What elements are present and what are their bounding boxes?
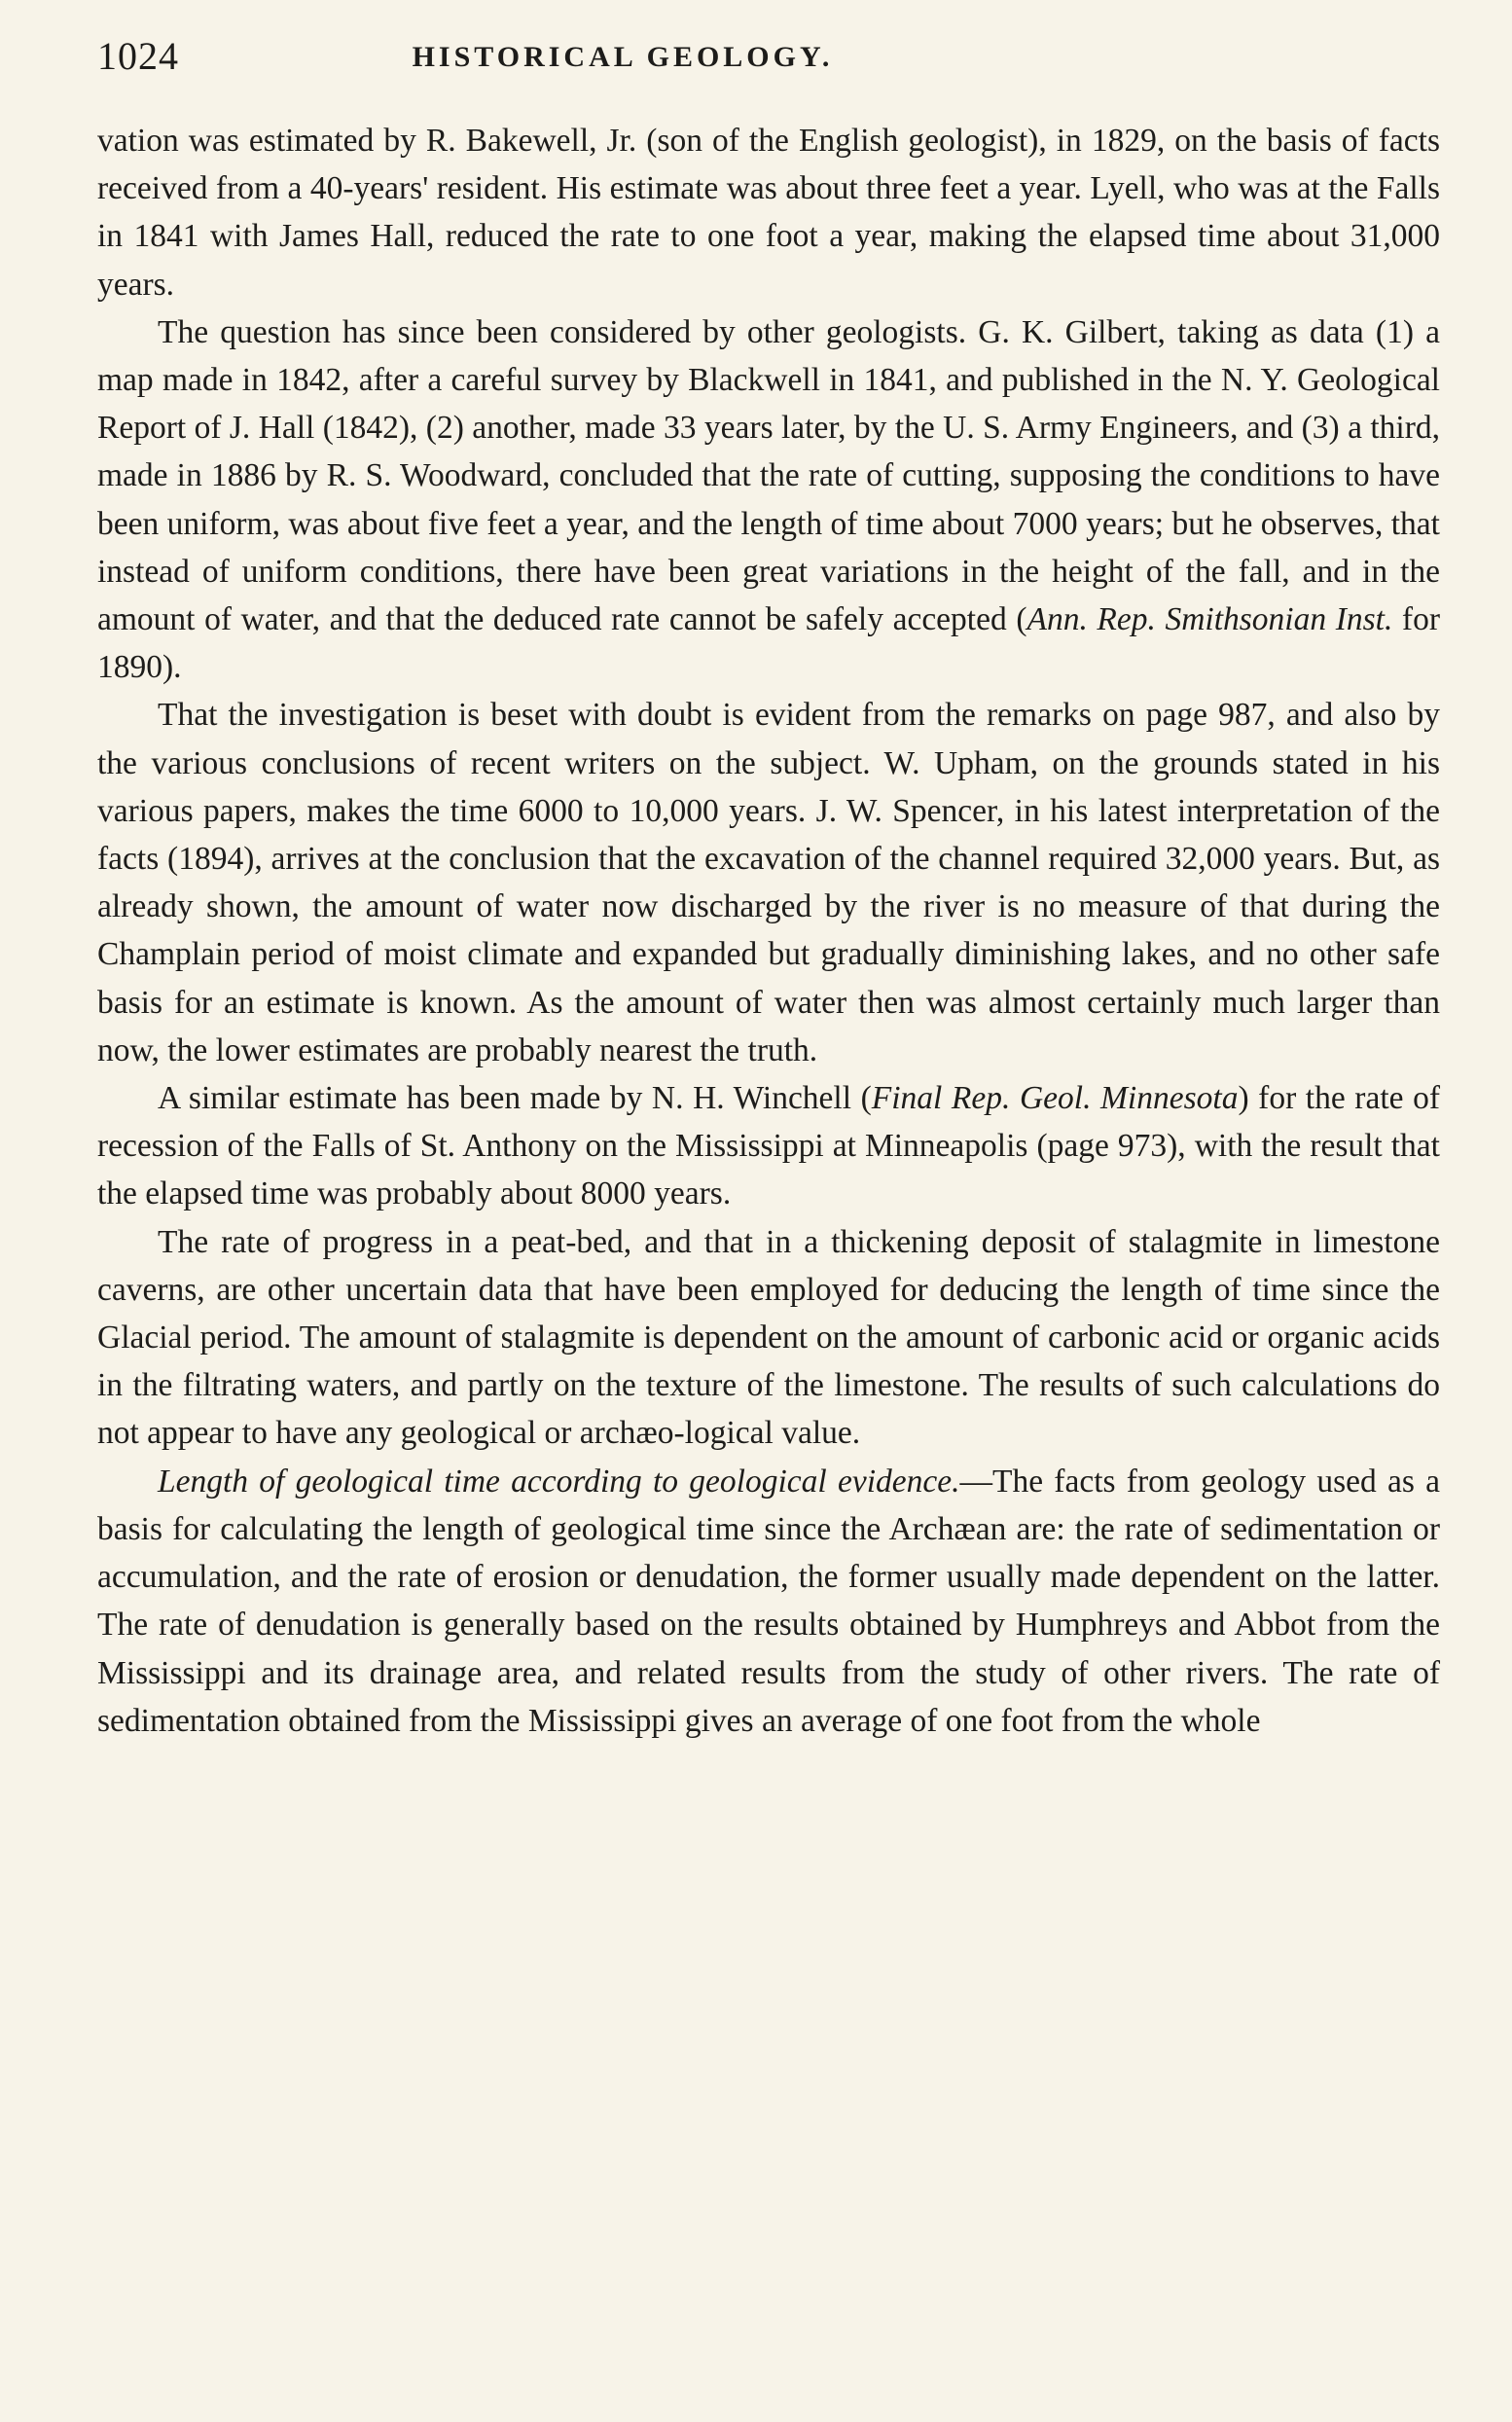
paragraph-winchell (97, 1074, 1440, 1218)
paragraph-gilbert (97, 308, 1440, 692)
body-text (97, 117, 1440, 1745)
page-header (97, 33, 1440, 82)
paragraph-text: vation was estimated by R. Bakewell, Jr. (son of the English geologist), in 1829, on the basis of facts received from a 40-years' resident. His estimate was about three feet a year. Lyell, who was at the Falls in 1841 with James Hall, reduced the rate to one foot a year, making the elapsed time about 31,000 years. (97, 123, 1440, 303)
citation-italic: Final Rep. Geol. Minnesota (871, 1080, 1239, 1117)
page-number: 1024 (97, 34, 179, 78)
paragraph-text: —The facts from geology used as a basis for calculating the length of geological time since the Archæan are: the rate of sedimentation or accumulation, and the rate of erosion or denudation, the former usually made dependent on the latter. The rate of denudation is generally based on the results obtained by Humphreys and Abbot from the Mississippi and its drainage area, and related results from the study of other rivers. The rate of sedimentation obtained from the Mississippi gives an average of one foot from the whole (97, 1463, 1440, 1739)
paragraph-investigation (97, 691, 1440, 1074)
paragraph-length-of-time (97, 1458, 1440, 1745)
paragraph-continuation (97, 117, 1440, 308)
section-heading-italic: Length of geological time according to geological evidence. (158, 1463, 960, 1500)
paragraph-text: The question has since been considered by other geologists. G. K. Gilbert, taking as data (1) a map made in 1842, after a careful survey by Blackwell in 1841, and published in the N. Y. Geological Report of J. Hall (1842), (2) another, made 33 years later, by the U. S. Army Engineers, and (3) a third, made in 1886 by R. S. Woodward, concluded that the rate of cutting, supposing the conditions to have been uniform, was about five feet a year, and the length of time about 7000 years; but he observes, that instead of uniform conditions, there have been great variations in the height of the fall, and in the amount of water, and that the deduced rate cannot be safely accepted ( (97, 313, 1440, 638)
paragraph-text: ) for the rate of recession of the Falls of St. Anthony on the Mississippi at Minneapolis (page 973), with the result that the elapsed time was probably about 8000 years. (97, 1080, 1440, 1212)
citation-italic: Ann. Rep. Smithsonian Inst. (1026, 601, 1393, 638)
paragraph-text: The rate of progress in a peat-bed, and that in a thickening deposit of stalagmite in limestone caverns, are other uncertain data that have been employed for deducing the length of time since the Glacial period. The amount of stalagmite is dependent on the amount of carbonic acid or organic acids in the filtrating waters, and partly on the texture of the limestone. The results of such calculations do not appear to have any geological or archæo-logical value. (97, 1223, 1440, 1452)
paragraph-text: A similar estimate has been made by N. H. Winchell ( (158, 1080, 872, 1117)
paragraph-text: That the investigation is beset with doubt is evident from the remarks on page 987, and also by the various conclusions of recent writers on the subject. W. Upham, on the grounds stated in his various papers, makes the time 6000 to 10,000 years. J. W. Spencer, in his latest interpretation of the facts (1894), arrives at the conclusion that the excavation of the channel required 32,000 years. But, as already shown, the amount of water now discharged by the river is no measure of that during the Champlain period of moist climate and expanded but gradually diminishing lakes, and no other safe basis for an estimate is known. As the amount of water then was almost certainly much larger than now, the lower estimates are probably nearest the truth. (97, 697, 1440, 1068)
paragraph-peat-bed (97, 1218, 1440, 1458)
paragraph-text: for 1890). (97, 601, 1440, 686)
running-head: HISTORICAL GEOLOGY. (412, 41, 834, 73)
